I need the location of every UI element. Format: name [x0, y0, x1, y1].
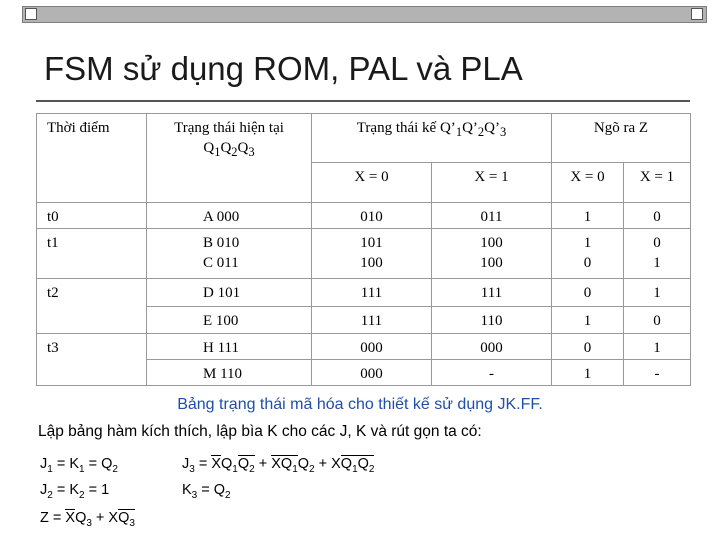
- header-next-x1: X = 1: [432, 163, 552, 203]
- cell-next-x0: 010: [312, 203, 432, 229]
- cell-z-x0: 0: [552, 334, 624, 360]
- state-table: [36, 113, 691, 386]
- equation-z: $Z = XQ_3 + XQ_3$: [40, 510, 135, 529]
- cell-z-x0: [552, 229, 624, 279]
- cell-next-x0: 000: [312, 360, 432, 386]
- cell-next-x0: 000: [312, 334, 432, 360]
- cell-next-x1: -: [432, 360, 552, 386]
- cell-z-x1: -: [624, 360, 691, 386]
- cell-value: 0: [653, 235, 661, 251]
- table-caption: Bảng trạng thái mã hóa cho thiết kế sử dụng JK.FF.: [177, 396, 543, 413]
- header-z-x1: X = 1: [624, 163, 691, 203]
- table-row: [37, 334, 691, 360]
- top-left-box: [25, 8, 37, 20]
- equation-j3: $J_3 = XQ_1Q_2 + XQ_1Q_2 + XQ_1Q_2$: [182, 456, 375, 475]
- cell-next-x1: 011: [432, 203, 552, 229]
- cell-z-x1: 1: [624, 334, 691, 360]
- table-row: [37, 229, 691, 279]
- table-row: [37, 203, 691, 229]
- header-z-x0: X = 0: [552, 163, 624, 203]
- slide-title: FSM sử dụng ROM, PAL và PLA: [44, 50, 523, 87]
- cell-z-x0: 0: [552, 279, 624, 307]
- instruction-text: Lập bảng hàm kích thích, lập bìa K cho các J, K và rút gọn ta có:: [38, 423, 482, 440]
- header-output: Ngõ ra Z: [552, 114, 691, 163]
- title-divider: [36, 100, 690, 102]
- cell-value: 1: [653, 255, 661, 271]
- cell-z-x1: [624, 229, 691, 279]
- cell-time: t2: [37, 279, 147, 334]
- table-row: [37, 279, 691, 307]
- cell-value: 0: [583, 255, 592, 271]
- cell-next-x0: 111: [312, 279, 432, 307]
- cell-value: 1: [583, 235, 592, 251]
- header-current-state-label: Trạng thái hiện tại: [174, 120, 284, 136]
- cell-z-x1: 1: [624, 279, 691, 307]
- cell-state: H 111: [147, 334, 312, 360]
- header-time: Thời điểm: [37, 114, 147, 203]
- header-current-state-vars: $Q_1Q_2Q_3$: [203, 140, 255, 159]
- equation-j2: $J_2 = K_2 = 1$: [40, 482, 110, 501]
- slide-top-bar: [22, 6, 707, 23]
- cell-state: D 101: [147, 279, 312, 307]
- top-right-box: [691, 8, 703, 20]
- cell-z-x0: 1: [552, 203, 624, 229]
- cell-z-x0: 1: [552, 360, 624, 386]
- cell-time: t0: [37, 203, 147, 229]
- cell-next-x1: 000: [432, 334, 552, 360]
- cell-z-x1: 0: [624, 203, 691, 229]
- cell-next-x1: 111: [432, 279, 552, 307]
- equation-j1: $J_1 = K_1 = Q_2$: [40, 456, 118, 475]
- cell-z-x0: 1: [552, 307, 624, 334]
- cell-time: t1: [37, 229, 147, 279]
- cell-value: 100: [480, 255, 503, 271]
- cell-time: t3: [37, 334, 147, 386]
- cell-state: A 000: [147, 203, 312, 229]
- cell-next-x0: [312, 229, 432, 279]
- cell-z-x1: 0: [624, 307, 691, 334]
- header-current-state: [147, 114, 312, 203]
- cell-next-x1: 110: [432, 307, 552, 334]
- cell-value: 101: [360, 235, 383, 251]
- header-next-state: Trạng thái kế $Q’_1Q’_2Q’_3$: [312, 114, 552, 163]
- cell-next-x1: [432, 229, 552, 279]
- cell-state-line: B 010: [203, 235, 240, 251]
- equation-k3: $K_3 = Q_2$: [182, 482, 231, 501]
- cell-value: 100: [360, 255, 383, 271]
- cell-state: [147, 229, 312, 279]
- cell-state: E 100: [147, 307, 312, 334]
- cell-state-line: C 011: [203, 255, 239, 271]
- header-next-x0: X = 0: [312, 163, 432, 203]
- cell-state: M 110: [147, 360, 312, 386]
- cell-next-x0: 111: [312, 307, 432, 334]
- cell-value: 100: [480, 235, 503, 251]
